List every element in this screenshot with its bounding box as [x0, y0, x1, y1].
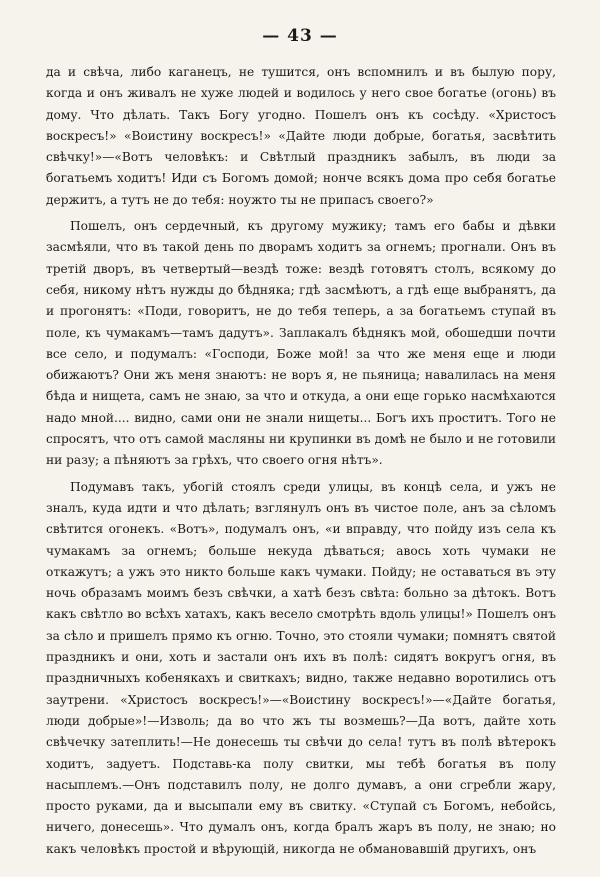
- page-number: — 43 —: [262, 26, 338, 46]
- paragraph-1: да и свѣча, либо каганецъ, не тушится, онъ вспомнилъ и въ былую пору, когда и онъ живалъ не хуже людей и водилось у него свое богатье (огонь) въ дому. Что дѣлать. Такъ Богу угодно. Пошелъ онъ къ сосѣду. «Христосъ воскресъ!» «Воистину воскресъ!» «Дайте люди добрые, богатья, засвѣтить свѣчку!»—«Вотъ человѣкъ: и Свѣтлый праздникъ забылъ, въ люди за богатьемъ ходитъ! Иди съ Богомъ домой; нонче всякъ дома про себя богатье держитъ, а тутъ не до тебя: ноужто ты не припасъ своего?»: [46, 65, 556, 207]
- paragraph-3: Подумавъ такъ, убогій стоялъ среди улицы, въ концѣ села, и ужъ не зналъ, куда идти и что дѣлать; взглянулъ онъ въ чистое поле, анъ за сѣломъ свѣтится огонекъ. «Вотъ», подумалъ онъ, «и вправду, что пойду изъ села къ чумакамъ за огнемъ; больше некуда дѣваться; авось хоть чумаки не откажутъ; а ужъ это никто больше какъ чумаки. Пойду; не оставаться въ эту ночь образамъ моимъ безъ свѣчки, а хатѣ безъ свѣта: больно за дѣтокъ. Вотъ какъ свѣтло во всѣхъ хатахъ, какъ весело смотрѣть вдоль улицы!» Пошелъ онъ за сѣло и пришелъ прямо къ огню. Точно, это стояли чумаки; помнятъ святой праздникъ и они, хоть и застали онъ ихъ въ полѣ: сидятъ вокругъ огня, въ праздничныхъ кобенякахъ и свиткахъ; видно, также недавно воротились отъ заутрени. «Христосъ воскресъ!»—«Воистину воскресъ!»—«Дайте богатья, люди добрые»!—Изволь; да во что жъ ты возмешь?—Да вотъ, дайте хоть свѣчечку затеплить!—Не донесешь ты свѣчи до села! тутъ въ полѣ вѣтерокъ ходитъ, задуетъ. Подставь-ка полу свитки, мы тебѣ богатья въ полу насыплемъ.—Онъ подставилъ полу, не долго думавъ, а они сгребли жару, просто руками, да и высыпали ему въ свитку. «Ступай съ Богомъ, небойсь, ничего, донесешь». Что думалъ онъ, когда бралъ жаръ въ полу, не знаю; но какъ человѣкъ простой и вѣрующій, никогда не обмановавшій другихъ, онъ: [46, 479, 556, 856]
- page-body: [46, 62, 556, 865]
- paragraph-2: Пошелъ, онъ сердечный, къ другому мужику; тамъ его бабы и дѣвки засмѣяли, что въ такой день по дворамъ ходитъ за огнемъ; прогнали. Онъ въ третій дворъ, въ четвертый—вездѣ тоже: вездѣ готовятъ столъ, всякому до себя, никому нѣтъ нужды до бѣдняка; гдѣ засмѣютъ, а гдѣ еще выбранятъ, да и прогонятъ: «Поди, говоритъ, не до тебя теперь, а за богатьемъ ступай въ поле, къ чумакамъ—тамъ дадутъ». Заплакалъ бѣднякъ мой, обошедши почти все село, и подумалъ: «Господи, Боже мой! за что же меня еще и люди обижаютъ? Они жъ меня знаютъ: не воръ я, не пьяница; навалилась на меня бѣда и нищета, самъ не знаю, за что и откуда, а они еще горько насмѣхаются надо мной.... видно, сами они не знали нищеты... Богъ ихъ проститъ. Того не спросятъ, что отъ самой масляны ни крупинки въ домѣ не было и не готовили ни разу; а пѣняютъ за грѣхъ, что своего огня нѣтъ».: [46, 219, 556, 468]
